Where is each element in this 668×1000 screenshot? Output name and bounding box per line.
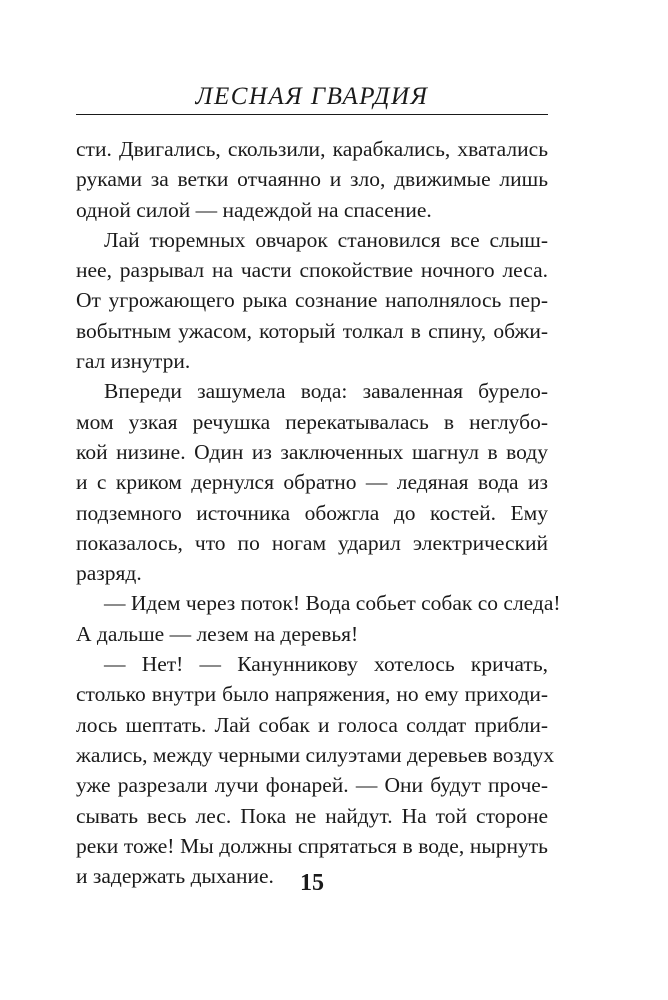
text-line: нее, разрывал на части спокойствие ночного леса. xyxy=(76,258,548,283)
text-line: реки тоже! Мы должны спрятаться в воде, нырнуть xyxy=(76,833,548,858)
text-line: и задержать дыхание. xyxy=(76,864,274,889)
text-line: кой низине. Один из заключенных шагнул в воду xyxy=(76,439,548,464)
page-number: 15 xyxy=(300,870,324,896)
text-line: разряд. xyxy=(76,561,142,586)
paragraph xyxy=(76,376,548,588)
text-line: — Идем через поток! Вода собьет собак со следа! xyxy=(104,591,561,616)
text-line: одной силой — надеждой на спасение. xyxy=(76,197,432,222)
text-line: сывать весь лес. Пока не найдут. На той стороне xyxy=(76,803,548,828)
text-line: жались, между черными силуэтами деревьев воздух xyxy=(76,742,555,767)
text-line: столько внутри было напряжения, но ему приходи- xyxy=(76,682,548,707)
text-line: сти. Двигались, скользили, карабкались, хватались xyxy=(76,137,548,161)
text-line: и с криком дернулся обратно — ледяная вода из xyxy=(76,470,548,495)
text-line: гал изнутри. xyxy=(76,349,191,374)
text-line: руками за ветки отчаянно и зло, движимые лишь xyxy=(76,167,548,192)
paragraph xyxy=(76,649,555,891)
header-rule xyxy=(76,114,548,115)
text-line: вобытным ужасом, который толкал в спину, обжи- xyxy=(76,318,548,343)
text-line: мом узкая речушка перекатывалась в неглубо- xyxy=(76,409,548,434)
text-line: А дальше — лезем на деревья! xyxy=(76,621,359,646)
text-line: лось шептать. Лай собак и голоса солдат прибли- xyxy=(76,712,548,737)
paragraph xyxy=(76,225,548,376)
text-line: Лай тюремных овчарок становился все слыш- xyxy=(104,227,548,252)
body-text xyxy=(76,134,561,891)
text-line: Впереди зашумела вода: заваленная бурело- xyxy=(104,379,548,404)
text-line: — Нет! — Канунникову хотелось кричать, xyxy=(104,652,548,677)
text-line: От угрожающего рыка сознание наполнялось пер- xyxy=(76,288,548,313)
paragraph xyxy=(76,134,548,225)
running-head: ЛЕСНАЯ ГВАРДИЯ xyxy=(195,83,429,110)
text-line: уже разрезали лучи фонарей. — Они будут проче- xyxy=(76,773,548,798)
paragraph xyxy=(76,588,561,649)
text-line: показалось, что по ногам ударил электрический xyxy=(76,530,548,555)
text-line: подземного источника обожгла до костей. Ему xyxy=(76,500,548,525)
